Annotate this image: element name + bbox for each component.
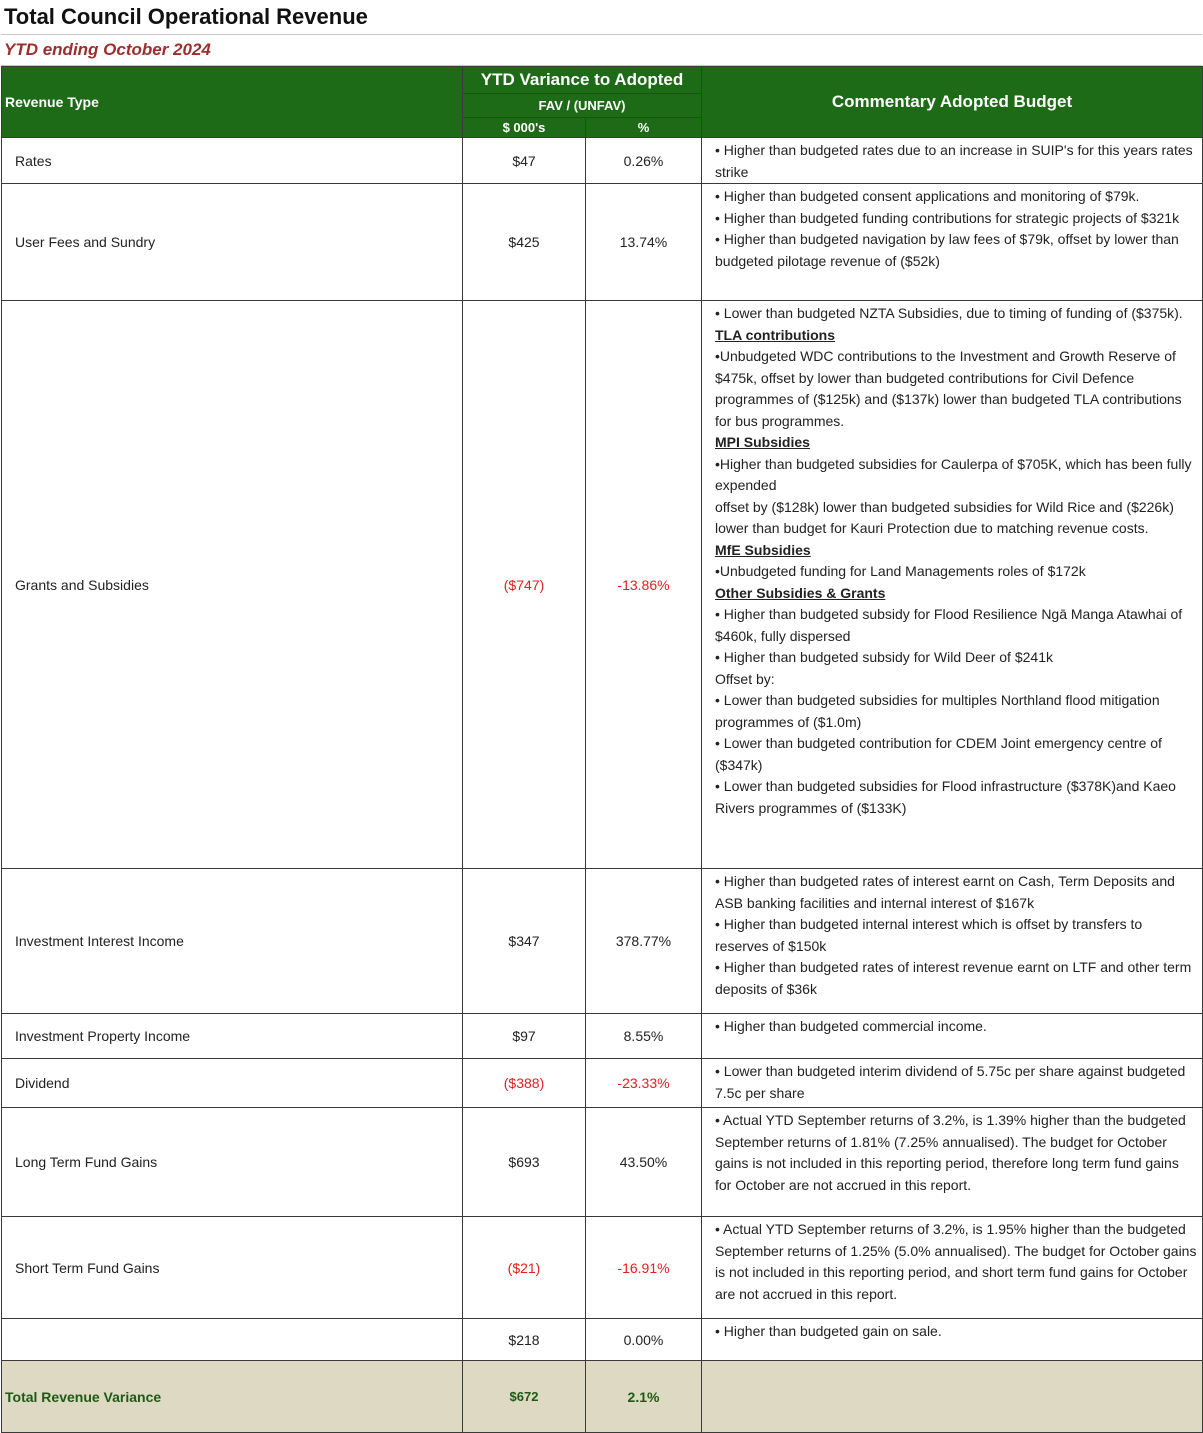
row-percent: 378.77%	[586, 869, 702, 1014]
commentary-line: • Higher than budgeted consent applications and monitoring of $79k.	[715, 188, 1140, 204]
header-ytd-variance: YTD Variance to Adopted	[463, 67, 702, 94]
commentary-line: • Higher than budgeted rates of interest earnt on Cash, Term Deposits and ASB banking facilities and internal interest of $167k	[715, 873, 1175, 911]
row-amount: ($388)	[463, 1059, 586, 1108]
report-title: Total Council Operational Revenue	[1, 0, 1202, 35]
row-commentary	[702, 138, 1203, 184]
commentary-line: • Higher than budgeted rates of interest revenue earnt on LTF and other term deposits of $36k	[715, 959, 1192, 997]
commentary-line: • Higher than budgeted navigation by law fees of $79k, offset by lower than budgeted pilotage revenue of ($52k)	[715, 231, 1179, 269]
commentary-heading: MPI Subsidies	[715, 434, 810, 450]
row-amount: $97	[463, 1014, 586, 1059]
row-amount: ($747)	[463, 301, 586, 869]
commentary-line: • Lower than budgeted subsidies for multiples Northland flood mitigation programmes of ($1.0m)	[715, 692, 1160, 730]
row-amount: $425	[463, 184, 586, 301]
revenue-report	[1, 0, 1202, 1433]
row-amount: $47	[463, 138, 586, 184]
commentary-line: • Lower than budgeted contribution for CDEM Joint emergency centre of ($347k)	[715, 735, 1162, 773]
row-percent: -23.33%	[586, 1059, 702, 1108]
row-percent: -16.91%	[586, 1217, 702, 1319]
table-row	[2, 1014, 1203, 1059]
row-commentary	[702, 1217, 1203, 1319]
total-row	[2, 1361, 1203, 1433]
table-row	[2, 1217, 1203, 1319]
commentary-line: • Lower than budgeted interim dividend of 5.75c per share against budgeted 7.5c per share	[715, 1063, 1186, 1101]
commentary-line: • Higher than budgeted gain on sale.	[715, 1323, 942, 1339]
commentary-line: • Higher than budgeted commercial income.	[715, 1018, 987, 1034]
header-fav-unfav: FAV / (UNFAV)	[463, 94, 702, 118]
row-commentary	[702, 1014, 1203, 1059]
commentary-line: •Unbudgeted funding for Land Managements roles of $172k	[715, 563, 1086, 579]
header-revenue-type: Revenue Type	[2, 67, 463, 138]
commentary-line: • Lower than budgeted NZTA Subsidies, due to timing of funding of ($375k).	[715, 305, 1183, 321]
total-commentary	[702, 1361, 1203, 1433]
row-type: User Fees and Sundry	[2, 184, 463, 301]
row-percent: 8.55%	[586, 1014, 702, 1059]
table-row	[2, 301, 1203, 869]
commentary-line: • Lower than budgeted subsidies for Flood infrastructure ($378K)and Kaeo Rivers programmes of ($133K)	[715, 778, 1176, 816]
commentary-line: •Higher than budgeted subsidies for Caulerpa of $705K, which has been fully expended	[715, 455, 1192, 493]
commentary-line: offset by ($128k) lower than budgeted subsidies for Wild Rice and ($226k) lower than budget for Kauri Protection due to matching revenue costs.	[715, 498, 1174, 536]
table-row	[2, 1059, 1203, 1108]
header-percent: %	[586, 118, 702, 138]
row-type: Short Term Fund Gains	[2, 1217, 463, 1319]
row-percent: 13.74%	[586, 184, 702, 301]
table-row	[2, 869, 1203, 1014]
table-row	[2, 138, 1203, 184]
commentary-heading: MfE Subsidies	[715, 541, 811, 558]
commentary-line: • Higher than budgeted rates due to an increase in SUIP's for this years rates strike	[715, 142, 1193, 180]
row-type: Investment Interest Income	[2, 869, 463, 1014]
table-body	[2, 138, 1203, 1433]
row-commentary	[702, 869, 1203, 1014]
row-amount: ($21)	[463, 1217, 586, 1319]
row-commentary	[702, 1108, 1203, 1217]
row-type: Grants and Subsidies	[2, 301, 463, 869]
commentary-line: •Unbudgeted WDC contributions to the Investment and Growth Reserve of $475k, offset by lower than budgeted contributions for Civil Defence programmes of ($125k) and ($137k) lower than budgeted TLA contributions for bus programmes.	[715, 348, 1182, 429]
row-commentary	[702, 1059, 1203, 1108]
row-type: Investment Property Income	[2, 1014, 463, 1059]
row-commentary	[702, 301, 1203, 869]
commentary-line: • Higher than budgeted subsidy for Flood Resilience Ngā Manga Atawhai of $460k, fully dispersed	[715, 606, 1183, 644]
commentary-line: • Higher than budgeted internal interest which is offset by transfers to reserves of $150k	[715, 916, 1143, 954]
row-amount: $218	[463, 1319, 586, 1361]
revenue-table	[1, 66, 1203, 1433]
row-type	[2, 1319, 463, 1361]
row-type: Dividend	[2, 1059, 463, 1108]
row-commentary	[702, 1319, 1203, 1361]
table-row	[2, 1319, 1203, 1361]
commentary-line: • Higher than budgeted funding contributions for strategic projects of $321k	[715, 209, 1180, 226]
total-percent: 2.1%	[586, 1361, 702, 1433]
commentary-line: • Actual YTD September returns of 3.2%, is 1.39% higher than the budgeted September returns of 1.81% (7.25% annualised). The budget for October gains is not included in this reporting period, therefore long term fund gains for October are not accrued in this report.	[715, 1112, 1186, 1193]
table-row	[2, 1108, 1203, 1217]
header-dollars: $ 000's	[463, 118, 586, 138]
row-amount: $693	[463, 1108, 586, 1217]
row-percent: 43.50%	[586, 1108, 702, 1217]
commentary-heading: TLA contributions	[715, 326, 836, 343]
row-type: Rates	[2, 138, 463, 184]
row-percent: 0.26%	[586, 138, 702, 184]
row-amount: $347	[463, 869, 586, 1014]
report-subtitle: YTD ending October 2024	[1, 35, 1202, 66]
commentary-line: Offset by:	[715, 670, 775, 687]
total-label: Total Revenue Variance	[2, 1361, 463, 1433]
commentary-heading: Other Subsidies & Grants	[715, 584, 886, 601]
row-percent: -13.86%	[586, 301, 702, 869]
header-commentary: Commentary Adopted Budget	[702, 67, 1203, 138]
row-type: Long Term Fund Gains	[2, 1108, 463, 1217]
table-row	[2, 184, 1203, 301]
row-percent: 0.00%	[586, 1319, 702, 1361]
total-amount: $672	[463, 1361, 586, 1433]
commentary-line: • Higher than budgeted subsidy for Wild Deer of $241k	[715, 649, 1053, 665]
commentary-line: • Actual YTD September returns of 3.2%, is 1.95% higher than the budgeted September returns of 1.25% (5.0% annualised). The budget for October gains is not included in this reporting period, and short term fund gains for October are not accrued in this report.	[715, 1221, 1197, 1302]
row-commentary	[702, 184, 1203, 301]
